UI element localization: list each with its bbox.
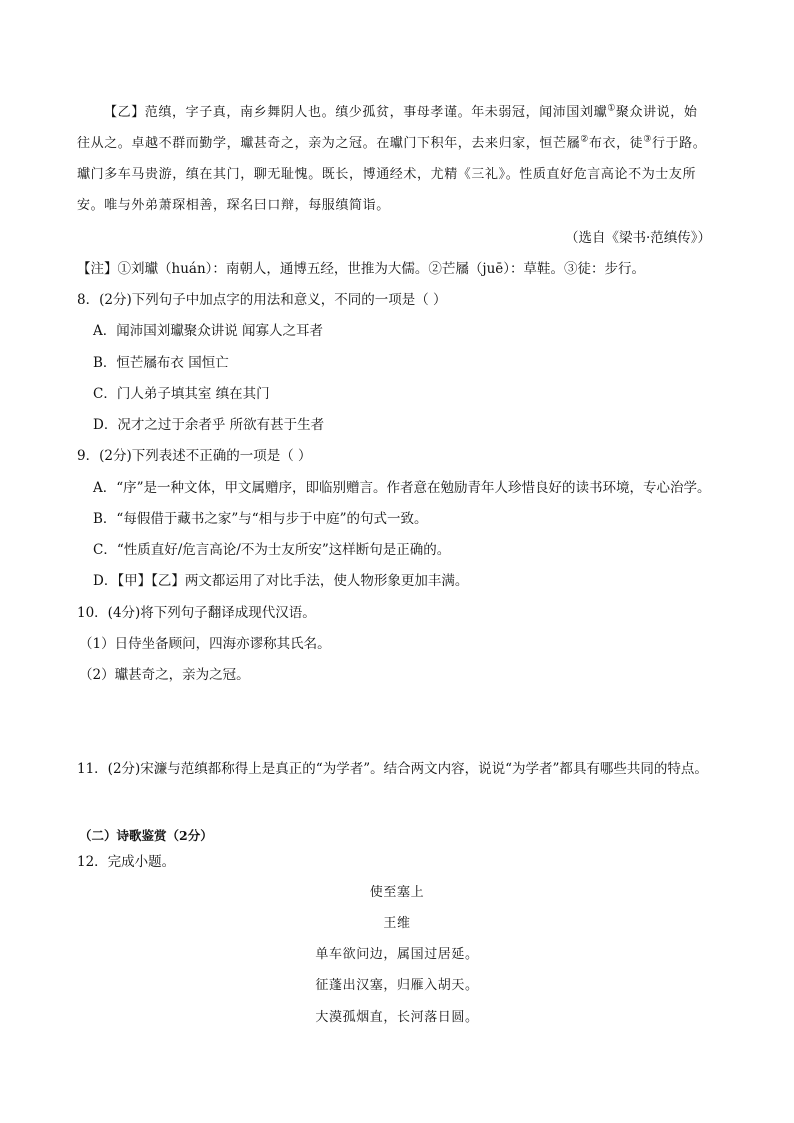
passage-text: 【乙】范缜，字子真，南乡舞阴人也。缜少孤贫，事母孝谨。年未弱冠，闻沛国刘瓛 xyxy=(104,105,608,120)
poem-line-1: 单车欲问边，属国过居延。 xyxy=(315,947,479,962)
question-8-option-d: D．况才之过于余者乎 所欲有甚于生者 xyxy=(93,417,325,433)
passage-line-1 xyxy=(104,103,697,123)
footnote-mark-3: ③ xyxy=(643,134,652,145)
footnote-mark-1: ① xyxy=(607,103,616,114)
passage-source: （选自《梁书·范缜传》） xyxy=(565,230,712,246)
question-9-option-c: C．“性质直好/危言高论/不为士友所安”这样断句是正确的。 xyxy=(93,542,451,558)
question-9-option-b: B．“每假借于藏书之家”与“相与步于中庭”的句式一致。 xyxy=(93,511,428,527)
passage-text: 往从之。卓越不群而勤学，瓛甚奇之，亲为之冠。在瓛门下积年，去来归家，恒芒屩 xyxy=(77,136,581,151)
question-9-option-d: D．【甲】【乙】两文都运用了对比手法，使人物形象更加丰满。 xyxy=(93,573,469,589)
footnote-mark-2: ② xyxy=(580,134,589,145)
question-9-stem: 9．(2分)下列表述不正确的一项是（ ） xyxy=(77,448,312,464)
question-10-stem: 10．(4分)将下列句子翻译成现代汉语。 xyxy=(77,605,316,621)
poem-line-3: 大漠孤烟直，长河落日圆。 xyxy=(315,1010,479,1025)
passage-text: 布衣，徒 xyxy=(588,136,644,151)
question-8-stem: 8．(2分)下列句子中加点字的用法和意义，不同的一项是（ ） xyxy=(77,292,447,308)
passage-line-2 xyxy=(77,134,706,154)
question-10-sentence-2: （2）瓛甚奇之，亲为之冠。 xyxy=(79,667,250,683)
question-8-option-c: C．门人弟子填其室 缜在其门 xyxy=(93,386,270,402)
passage-line-3: 瓛门多车马贵游，缜在其门，聊无耻愧。既长，博通经术，尤精《三礼》。性质直好危言高论不为士友所 xyxy=(77,167,697,182)
passage-text: 聚众讲说，始 xyxy=(615,105,698,120)
question-11-stem: 11．(2分)宋濂与范缜都称得上是真正的“为学者”。结合两文内容，说说“为学者”都具有哪些共同的特点。 xyxy=(77,761,708,777)
passage-text: 行于路。 xyxy=(651,136,707,151)
poem-author: 王维 xyxy=(383,916,411,931)
question-10-sentence-1: （1）日侍坐备顾问，四海亦谬称其氏名。 xyxy=(79,636,331,652)
question-12-stem: 12．完成小题。 xyxy=(77,854,176,870)
annotation-notes: 【注】①刘瓛（huán）：南朝人，通博五经，世推为大儒。②芒屩（juē）：草鞋。③徒：步行。 xyxy=(77,261,646,277)
question-9-option-a: A．“序”是一种文体，甲文属赠序，即临别赠言。作者意在勉励青年人珍惜良好的读书环境，专心治学。 xyxy=(93,480,711,496)
passage-line-4: 安。唯与外弟萧琛相善，琛名曰口辩，每服缜简诣。 xyxy=(77,198,390,213)
question-8-option-b: B．恒芒屩布衣 国恒亡 xyxy=(93,355,229,371)
poem-title: 使至塞上 xyxy=(369,885,425,900)
poem-line-2: 征蓬出汉塞，归雁入胡天。 xyxy=(315,978,479,993)
section-heading: （二）诗歌鉴赏（2分） xyxy=(79,828,213,843)
question-8-option-a: A．闻沛国刘瓛聚众讲说 闻寡人之耳者 xyxy=(93,323,324,339)
